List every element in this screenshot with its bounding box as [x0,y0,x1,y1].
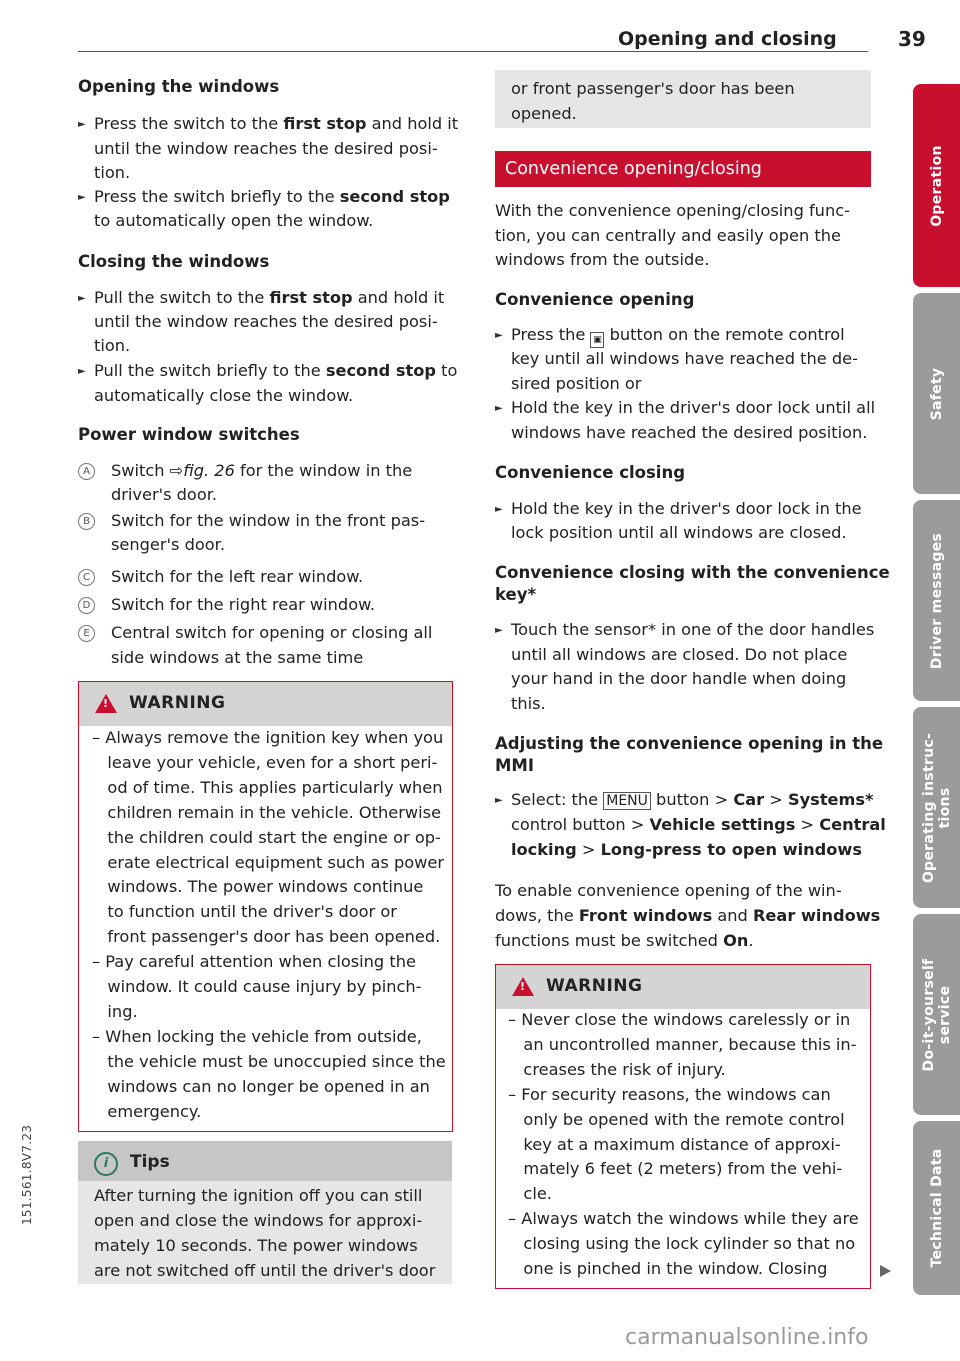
tips-header [78,1141,452,1181]
side-tab-safety[interactable] [913,293,960,494]
side-tab-label: Driver messages [928,532,945,669]
tips-title: Tips [130,1152,170,1172]
warning-right-line-6: key at a maximum distance of approxi- [508,1134,841,1154]
power-window-switches-heading: Power window switches [78,425,300,444]
warning-left-line-3: od of time. This applies particularly when [92,777,443,797]
side-tab-label: Technical Data [928,1148,945,1268]
info-icon: i [94,1152,118,1176]
intro-line-3: windows from the outside. [495,250,710,269]
adjust-line-3: locking > Long-press to open windows [511,840,862,859]
tips-line-4: are not switched off until the driver's door [94,1260,436,1280]
warning-left-line-2: leave your vehicle, even for a short peri- [92,752,438,772]
bullet-arrow-icon: ► [78,192,86,203]
bullet-arrow-icon: ► [495,795,503,806]
callout-d-icon: D [78,597,95,614]
warning-left-line-14: the vehicle must be unoccupied since the [92,1051,446,1071]
conv-key-line-2: until all windows are closed. Do not place [511,645,848,664]
warning-right-line-3: creases the risk of injury. [508,1059,726,1079]
warning-left-line-13: – When locking the vehicle from outside, [92,1026,422,1046]
conv-key-line-1: Touch the sensor* in one of the door handles [511,620,875,639]
switch-c-line-1: Switch for the left rear window. [111,567,364,586]
side-tab-driver-messages[interactable] [913,500,960,701]
opening-item-2-line-1: Press the switch briefly to the second stop [94,187,450,206]
conv-key-heading-line-2: key* [495,585,537,604]
adjust-heading-line-1: Adjusting the convenience opening in the [495,734,884,753]
tips-line-2: open and close the windows for approxi- [94,1210,423,1230]
switch-a-line-1: Switch ⇨fig. 26 for the window in the [111,461,413,480]
conv-close-line-2: lock position until all windows are closed. [511,523,847,542]
warning-left-line-15: windows can no longer be opened in an [92,1076,430,1096]
callout-c-icon: C [78,569,95,586]
side-tab-label: Operation [928,144,945,227]
continue-arrow-icon [880,1265,891,1277]
warning-right-line-8: cle. [508,1184,552,1204]
warning-left-line-10: – Pay careful attention when closing the [92,952,416,972]
menu-key-icon: MENU [603,792,651,810]
conv-close-line-1: Hold the key in the driver's door lock in the [511,499,862,518]
warning-left-line-12: ing. [92,1001,138,1021]
conv-open-1-line-1: Press the ▣ button on the remote control [511,323,845,348]
warning-right-line-4: – For security reasons, the windows can [508,1084,831,1104]
bullet-arrow-icon: ► [78,366,86,377]
closing-item-1-line-3: tion. [94,336,131,355]
conv-open-2-line-2: windows have reached the desired position. [511,423,868,442]
side-tab-label: Safety [928,367,945,420]
conv-open-2-line-1: Hold the key in the driver's door lock until all [511,398,876,417]
switch-b-line-1: Switch for the window in the front pas- [111,511,426,530]
warning-left-line-7: windows. The power windows continue [92,877,424,897]
bullet-arrow-icon: ► [495,330,503,341]
side-tab-operating-instructions[interactable] [913,707,960,908]
bullet-arrow-icon: ► [495,625,503,636]
switch-e-line-1: Central switch for opening or closing all [111,623,433,642]
warning-left-line-4: children remain in the vehicle. Otherwise [92,802,442,822]
closing-item-1-line-2: until the window reaches the desired posi- [94,312,438,331]
adjust-line-2: control button > Vehicle settings > Central [511,815,886,834]
warning-right-line-2: an uncontrolled manner, because this in- [508,1034,857,1054]
warning-triangle-icon [512,977,534,996]
enable-line-3: functions must be switched On. [495,931,754,950]
unlock-key-icon: ▣ [590,332,604,348]
intro-line-1: With the convenience opening/closing func- [495,201,850,220]
warning-right-line-7: mately 6 feet (2 meters) from the vehi- [508,1159,843,1179]
adjust-heading-line-2: MMI [495,756,534,775]
intro-line-2: tion, you can centrally and easily open the [495,226,841,245]
callout-e-icon: E [78,625,95,642]
warning-right-line-5: only be opened with the remote control [508,1109,845,1129]
closing-item-2-line-1: Pull the switch briefly to the second stop to [94,361,458,380]
opening-item-1-line-3: tion. [94,163,131,182]
document-code: 151.561.8V7.23 [20,1124,34,1225]
side-tab-technical-data[interactable] [913,1121,960,1295]
watermark: carmanualsonline.info [625,1325,869,1350]
bullet-arrow-icon: ► [495,504,503,515]
warning-left-line-11: window. It could cause injury by pinch- [92,977,422,996]
warning-left-line-1: – Always remove the ignition key when you [92,728,444,747]
tips-line-1: After turning the ignition off you can still [94,1186,423,1205]
warning-title: WARNING [129,693,226,713]
conv-key-line-3: your hand in the door handle when doing [511,669,847,688]
bullet-arrow-icon: ► [495,403,503,414]
conv-open-1-line-2: key until all windows have reached the de- [511,349,858,368]
enable-line-2: dows, the Front windows and Rear windows [495,906,881,925]
warning-header [79,682,452,726]
side-tab-label: Do-it-yourself service [920,958,953,1071]
adjust-line-1: Select: the MENU button > Car > Systems* [511,790,874,809]
closing-item-2-line-2: automatically close the window. [94,386,354,405]
switch-e-line-2: side windows at the same time [111,648,364,667]
side-tab-operation[interactable] [913,84,960,287]
convenience-opening-heading: Convenience opening [495,290,695,309]
arrow-right-icon: ⇨ [169,461,184,480]
switch-d-line-1: Switch for the right rear window. [111,595,376,614]
conv-open-1-line-3: sired position or [511,374,642,393]
closing-windows-heading: Closing the windows [78,252,270,271]
conv-key-heading-line-1: Convenience closing with the convenience [495,563,890,582]
enable-line-1: To enable convenience opening of the win- [495,881,842,900]
conv-key-line-4: this. [511,694,546,713]
section-title-bar: Convenience opening/closing [495,151,871,187]
warning-right-line-11: one is pinched in the window. Closing [508,1259,828,1278]
warning-right-line-10: closing using the lock cylinder so that no [508,1234,856,1254]
bullet-arrow-icon: ► [78,119,86,130]
convenience-closing-heading: Convenience closing [495,463,685,482]
switch-b-line-2: senger's door. [111,535,225,554]
warning-header [496,965,870,1009]
side-tab-label: Operating instruc- tions [920,732,953,883]
tips-line-3: mately 10 seconds. The power windows [94,1235,418,1255]
warning-triangle-icon [95,694,117,713]
callout-b-icon: B [78,513,95,530]
side-tab-do-it-yourself-service[interactable] [913,914,960,1115]
opening-item-2-line-2: to automatically open the window. [94,211,374,230]
warning-title: WARNING [546,976,643,996]
warning-left-line-5: the children could start the engine or op- [92,827,441,847]
header-divider [78,51,868,52]
warning-right-line-1: – Never close the windows carelessly or in [508,1010,851,1029]
warning-right-line-9: – Always watch the windows while they are [508,1209,859,1229]
warning-left-line-9: front passenger's door has been opened. [92,927,441,947]
switch-a-line-2: driver's door. [111,485,218,504]
bullet-arrow-icon: ► [78,293,86,304]
opening-windows-heading: Opening the windows [78,77,280,96]
running-header-title: Opening and closing [618,28,837,50]
closing-item-1-line-1: Pull the switch to the first stop and hold it [94,288,445,307]
continued-tips-line-2: opened. [511,104,577,123]
continued-tips-line-1: or front passenger's door has been [511,79,795,98]
page-number: 39 [898,27,926,51]
warning-left-line-16: emergency. [92,1101,202,1121]
opening-item-1-line-2: until the window reaches the desired posi- [94,139,438,158]
warning-left-line-8: to function until the driver's door or [92,902,397,922]
warning-left-line-6: erate electrical equipment such as power [92,852,444,872]
opening-item-1-line-1: Press the switch to the first stop and hold it [94,114,459,133]
callout-a-icon: A [78,463,95,480]
